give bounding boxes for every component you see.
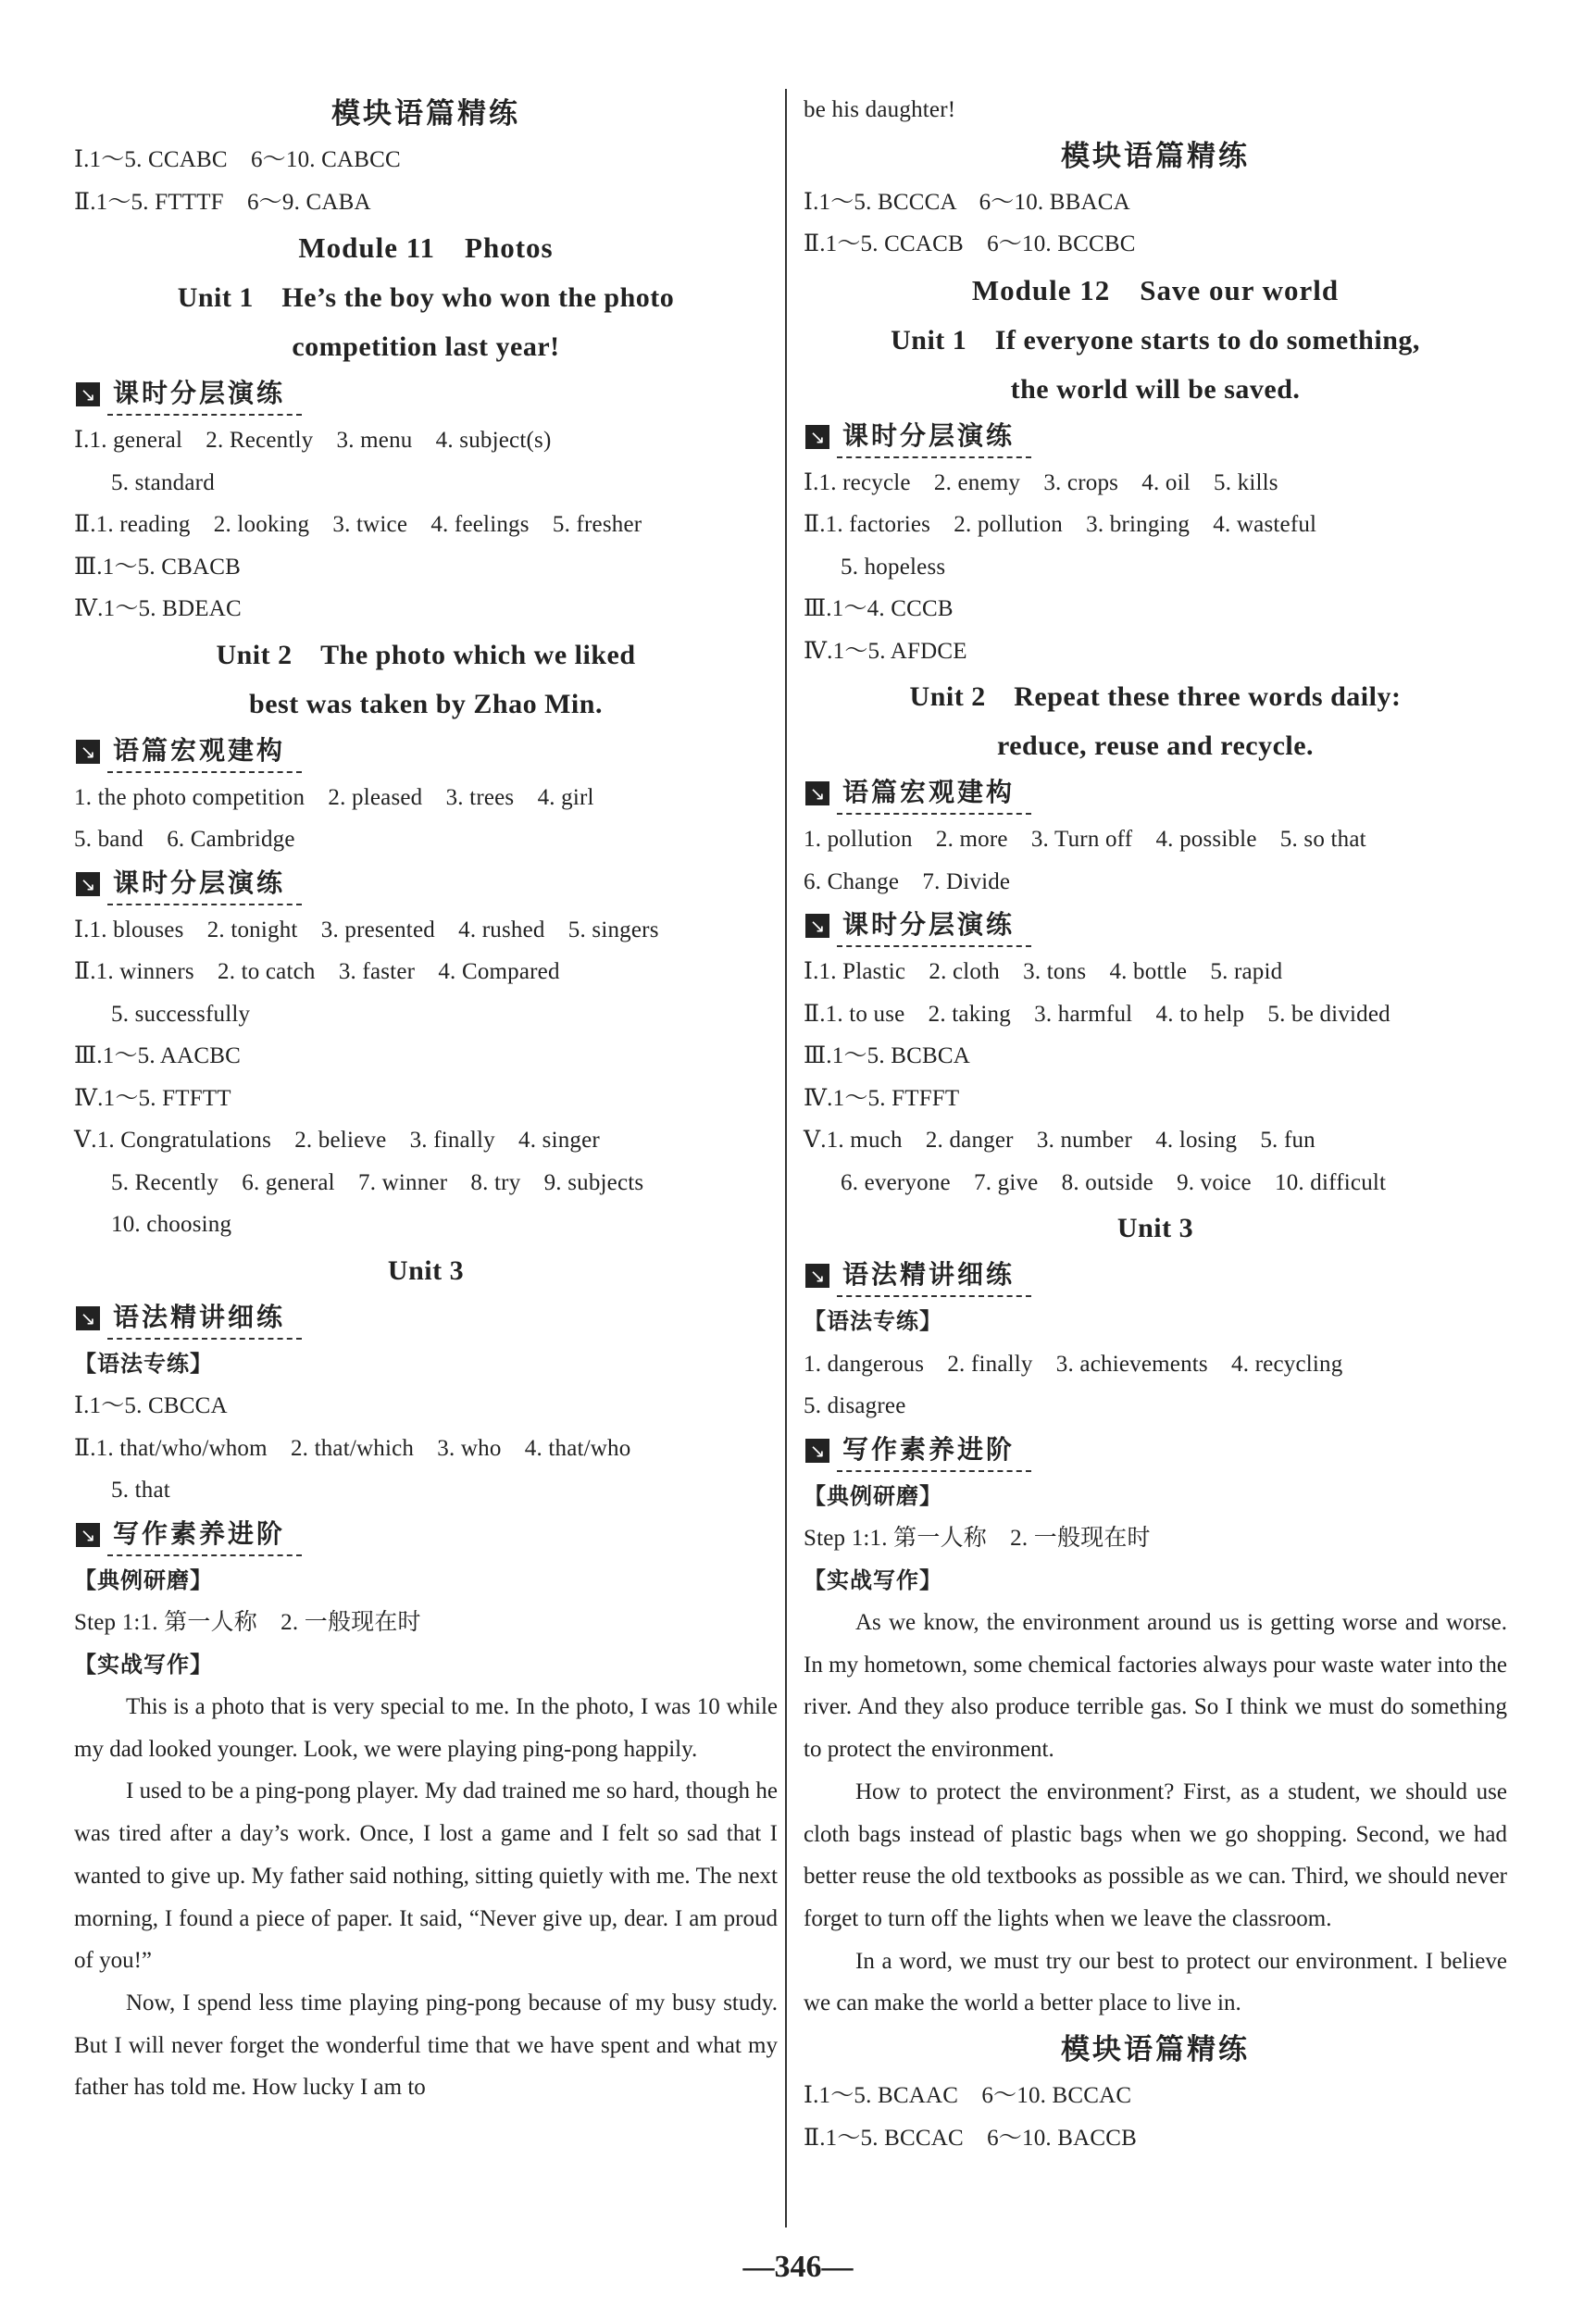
answer-line: 10. choosing xyxy=(111,1212,232,1237)
unit-title: Unit 2 The photo which we liked xyxy=(216,639,636,670)
answer-line: Ⅰ.1. blouses 2. tonight 3. presented 4. rushed 5. singers xyxy=(74,917,659,942)
arrow-box-icon: ↘ xyxy=(805,914,829,938)
unit-title-cont: competition last year! xyxy=(292,331,560,362)
section-label: 写作素养进阶 xyxy=(113,1517,286,1549)
dashed-underline xyxy=(107,1338,302,1340)
unit-title: Unit 1 He’s the boy who won the photo xyxy=(177,282,675,313)
sub-tag: 【典例研磨】 xyxy=(74,1566,213,1593)
arrow-box-icon: ↘ xyxy=(805,425,829,449)
answer-line: 6. Change 7. Divide xyxy=(804,868,1011,894)
unit-title: Unit 2 Repeat these three words daily: xyxy=(909,681,1402,712)
essay-paragraph: I used to be a ping-pong player. My dad trained me so hard, though he was tired after a day’s work. Once, I lost a game and I felt so sad that I wanted to give up. My father said nothing, sitting quietly with me. The next morning, I found a piece of paper. It said, “Never give up, dear. I am proud of you!” xyxy=(74,1778,778,1974)
answer-line: Ⅰ.1. Plastic 2. cloth 3. tons 4. bottle 5. rapid xyxy=(804,959,1283,984)
dashed-underline xyxy=(107,1554,302,1556)
answer-line: 6. everyone 7. give 8. outside 9. voice 10. difficult xyxy=(841,1169,1387,1195)
answer-line: 1. the photo competition 2. pleased 3. trees 4. girl xyxy=(74,784,594,810)
section-header xyxy=(74,729,778,777)
unit-title: Unit 1 If everyone starts to do something, xyxy=(891,324,1420,356)
arrow-box-icon: ↘ xyxy=(805,781,829,805)
module-title: Module 12 Save our world xyxy=(971,273,1340,306)
answer-line: Ⅳ.1～5. AFDCE xyxy=(804,638,967,664)
dashed-underline xyxy=(837,945,1031,947)
answer-line: 5. disagree xyxy=(804,1393,906,1418)
answer-line: Ⅲ.1～5. BCBCA xyxy=(804,1043,971,1068)
answer-line: Ⅲ.1～5. AACBC xyxy=(74,1043,242,1068)
answer-line: Ⅰ.1. general 2. Recently 3. menu 4. subject(s) xyxy=(74,428,552,453)
answer-line: Ⅰ.1～5. BCAAC 6～10. BCCAC xyxy=(804,2083,1132,2109)
answer-line: 5. standard xyxy=(111,469,215,495)
unit-title-cont: best was taken by Zhao Min. xyxy=(249,688,603,719)
module-practice-title: 模块语篇精练 xyxy=(331,97,520,131)
dashed-underline xyxy=(837,456,1031,458)
column-divider xyxy=(785,89,787,2227)
section-header xyxy=(74,1295,778,1343)
answer-line: Ⅳ.1～5. BDEAC xyxy=(74,596,242,621)
module-practice-title: 模块语篇精练 xyxy=(1061,139,1250,173)
section-header xyxy=(804,1253,1507,1301)
essay-paragraph: In a word, we must try our best to protect our environment. I believe we can make the world a better place to live in. xyxy=(804,1948,1507,2016)
answer-line: 5. Recently 6. general 7. winner 8. try 9. subjects xyxy=(111,1169,644,1195)
section-label: 语篇宏观建构 xyxy=(842,777,1016,807)
page-number: —346— xyxy=(742,2250,854,2284)
sub-tag: 【语法专练】 xyxy=(74,1350,213,1377)
section-label: 写作素养进阶 xyxy=(842,1433,1016,1465)
dashed-underline xyxy=(837,1295,1031,1297)
section-label: 课时分层演练 xyxy=(113,378,286,408)
arrow-box-icon: ↘ xyxy=(76,1306,100,1330)
section-label: 语篇宏观建构 xyxy=(113,734,286,766)
answer-line: Ⅱ.1. winners 2. to catch 3. faster 4. Compared xyxy=(74,959,560,984)
answer-line: Ⅰ.1～5. BCCCA 6～10. BBACA xyxy=(804,189,1130,215)
arrow-box-icon: ↘ xyxy=(76,1523,100,1547)
continued-line: be his daughter! xyxy=(804,97,956,122)
answer-line: Ⅱ.1. reading 2. looking 3. twice 4. feelings 5. fresher xyxy=(74,512,642,537)
answer-line: Ⅱ.1～5. BCCAC 6～10. BACCB xyxy=(804,2125,1138,2151)
answer-line: 5. successfully xyxy=(111,1001,251,1027)
sub-tag: 【语法专练】 xyxy=(804,1308,942,1334)
arrow-box-icon: ↘ xyxy=(76,740,100,764)
arrow-box-icon: ↘ xyxy=(805,1264,829,1288)
answer-line: Ⅱ.1. that/who/whom 2. that/which 3. who 4. that/who xyxy=(74,1435,631,1461)
dashed-underline xyxy=(837,1470,1031,1472)
section-label: 语法精讲细练 xyxy=(113,1301,286,1332)
answer-line: Ⅱ.1～5. CCACB 6～10. BCCBC xyxy=(804,231,1136,256)
answer-line: Ⅰ.1～5. CBCCA xyxy=(74,1393,228,1418)
answer-line: Ⅲ.1～5. CBACB xyxy=(74,554,242,580)
answer-line: 5. that xyxy=(111,1478,170,1503)
answer-line: 5. band 6. Cambridge xyxy=(74,827,295,852)
section-header xyxy=(804,1428,1507,1476)
module-practice-title: 模块语篇精练 xyxy=(1061,2033,1250,2067)
section-label: 课时分层演练 xyxy=(842,419,1016,451)
answer-line: Ⅱ.1. to use 2. taking 3. harmful 4. to help 5. be divided xyxy=(804,1001,1390,1027)
answer-line: Ⅴ.1. much 2. danger 3. number 4. losing 5. fun xyxy=(804,1128,1315,1153)
answer-line: 1. pollution 2. more 3. Turn off 4. possible 5. so that xyxy=(804,827,1366,852)
answer-line: Ⅱ.1. factories 2. pollution 3. bringing 4. wasteful xyxy=(804,512,1317,537)
answer-line: 5. hopeless xyxy=(841,554,946,580)
answer-line: Ⅰ.1～5. CCABC 6～10. CABCC xyxy=(74,147,401,172)
unit-title-cont: reduce, reuse and recycle. xyxy=(996,730,1315,761)
section-header xyxy=(804,414,1507,462)
essay-paragraph: This is a photo that is very special to me. In the photo, I was 10 while my dad looked younger. Look, we were playing ping-pong happily. xyxy=(74,1694,778,1762)
left-column xyxy=(74,89,778,2109)
section-header xyxy=(804,770,1507,818)
right-column xyxy=(804,89,1507,2159)
arrow-box-icon: ↘ xyxy=(76,382,100,406)
essay-paragraph: As we know, the environment around us is getting worse and worse. In my hometown, some chemical factories always pour waste water into the river. And they also produce terrible gas. So I think we must do something to protect the environment. xyxy=(804,1610,1507,1763)
arrow-box-icon: ↘ xyxy=(76,872,100,896)
sub-tag: 【典例研磨】 xyxy=(804,1482,942,1509)
essay-paragraph: How to protect the environment? First, as a student, we should use cloth bags instead of plastic bags when we go shopping. Second, we had better reuse the old textbooks as possible as we can. Third, we should never forget to turn off the lights when we leave the classroom. xyxy=(804,1778,1507,1931)
answer-line: Ⅳ.1～5. FTFTT xyxy=(74,1085,231,1111)
arrow-box-icon: ↘ xyxy=(805,1439,829,1463)
answer-line: Ⅳ.1～5. FTFFT xyxy=(804,1085,960,1111)
answer-line: Ⅱ.1～5. FTTTF 6～9. CABA xyxy=(74,189,371,215)
answer-line: Ⅲ.1～4. CCCB xyxy=(804,596,954,621)
section-header xyxy=(74,371,778,419)
section-label: 课时分层演练 xyxy=(842,909,1016,940)
step-line: Step 1:1. 第一人称 2. 一般现在时 xyxy=(804,1526,1151,1551)
essay-paragraph: Now, I spend less time playing ping-pong because of my busy study. But I will never forget the wonderful time that we have spent and what my father has told me. How lucky I am to xyxy=(74,1990,778,2101)
section-label: 课时分层演练 xyxy=(113,867,286,898)
section-label: 语法精讲细练 xyxy=(842,1259,1016,1290)
answer-line: Ⅰ.1. recycle 2. enemy 3. crops 4. oil 5. kills xyxy=(804,469,1278,495)
dashed-underline xyxy=(107,904,302,905)
dashed-underline xyxy=(107,414,302,416)
section-header xyxy=(804,903,1507,951)
step-line: Step 1:1. 第一人称 2. 一般现在时 xyxy=(74,1610,421,1635)
section-header xyxy=(74,1512,778,1560)
unit-title-cont: the world will be saved. xyxy=(1010,373,1301,405)
unit-title: Unit 3 xyxy=(1116,1213,1194,1243)
answer-line: 1. dangerous 2. finally 3. achievements 4. recycling xyxy=(804,1351,1343,1377)
sub-tag: 【实战写作】 xyxy=(74,1651,213,1678)
module-title: Module 11 Photos xyxy=(298,231,554,264)
answer-line: Ⅴ.1. Congratulations 2. believe 3. finally 4. singer xyxy=(74,1128,600,1153)
dashed-underline xyxy=(107,771,302,773)
unit-title: Unit 3 xyxy=(387,1254,465,1286)
sub-tag: 【实战写作】 xyxy=(804,1566,942,1593)
dashed-underline xyxy=(837,813,1031,815)
section-header xyxy=(74,861,778,909)
